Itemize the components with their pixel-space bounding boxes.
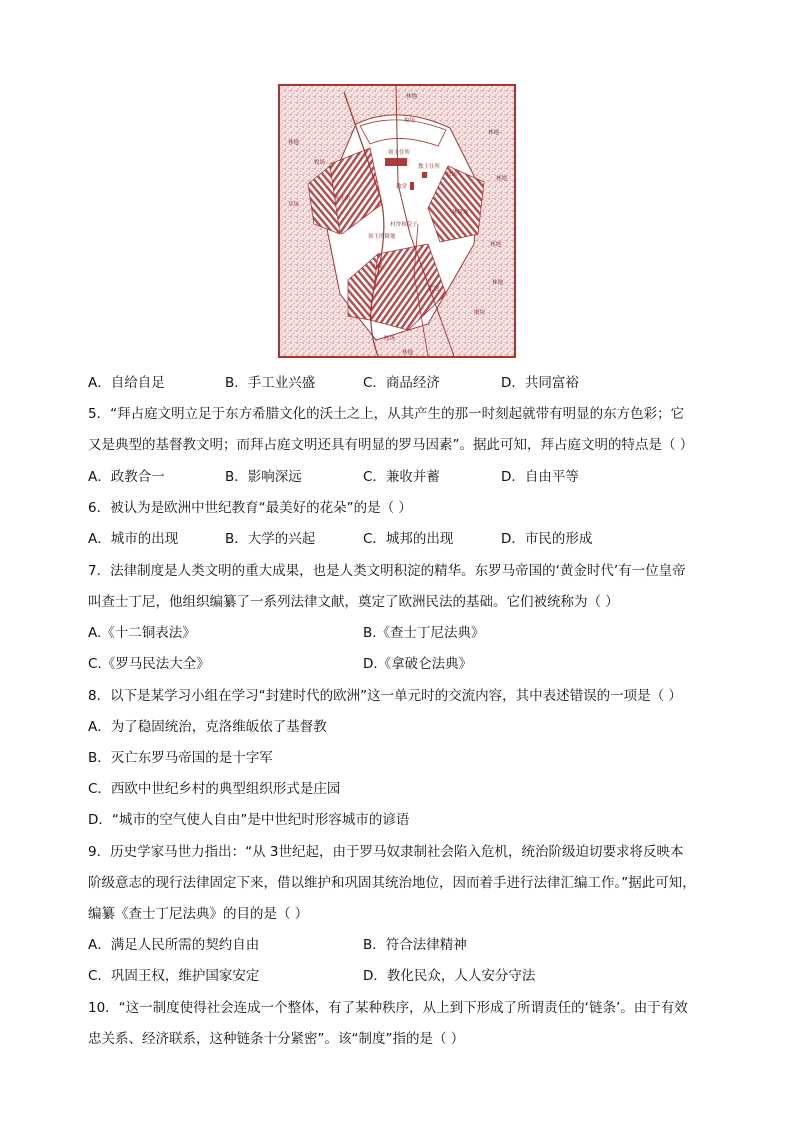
- q4-options: [88, 374, 708, 392]
- priest-house-building: [422, 172, 427, 178]
- q6-options: [88, 530, 708, 548]
- map-label-forest-bottom: 林地: [402, 350, 414, 356]
- map-label-manor-house: 领主住所: [388, 150, 411, 156]
- map-label-forest-right-top: 林地: [488, 130, 500, 136]
- map-label-stream: 小溪: [372, 264, 384, 270]
- q5-stem-line1: 5．“拜占庭文明立足于东方希腊文化的沃土之上，从其产生的那一时刻起就带有明显的东方色彩；它: [88, 406, 685, 422]
- manor-map: [278, 84, 516, 358]
- q8-option-d[interactable]: D．“城市的空气使人自由”是中世纪时形容城市的谚语: [88, 812, 410, 828]
- q9-option-b[interactable]: B．符合法律精神: [363, 937, 467, 953]
- q6-option-b[interactable]: B．大学的兴起: [225, 531, 316, 547]
- q5-options: [88, 468, 708, 486]
- q7-options-row2: [88, 655, 708, 673]
- map-label-forest-right-low: 林地: [492, 280, 504, 286]
- q5-option-d[interactable]: D．自由平等: [501, 469, 579, 485]
- q4-option-c[interactable]: C．商品经济: [363, 375, 440, 391]
- manor-house-building: [385, 158, 407, 166]
- q7-option-d[interactable]: D.《拿破仑法典》: [363, 656, 473, 672]
- q6-stem: 6．被认为是欧洲中世纪教育“最美好的花朵”的是（ ）: [88, 500, 412, 516]
- q7-option-a[interactable]: A.《十二铜表法》: [88, 625, 196, 641]
- map-label-fallow-left: 休耕地: [452, 210, 469, 216]
- q9-options-row2: [88, 967, 708, 985]
- q10-stem-line2: 忠关系、经济联系，这种链条十分紧密”。该“制度”指的是（ ）: [88, 1031, 465, 1047]
- q9-options-row1: [88, 936, 708, 954]
- q6-option-d[interactable]: D．市民的形成: [501, 531, 593, 547]
- church-building: [410, 182, 414, 190]
- q7-stem-line2: 叫查士丁尼，他组织编纂了一系列法律文献，奠定了欧洲民法的基础。它们被统称为（ ）: [88, 594, 619, 610]
- map-label-pasture-left: 牧场: [314, 160, 326, 166]
- map-label-forest-right: 林地: [496, 176, 508, 182]
- q5-option-c[interactable]: C．兼收并蓄: [363, 469, 440, 485]
- q4-option-a[interactable]: A．自给自足: [88, 375, 165, 391]
- q8-option-b[interactable]: B．灭亡东罗马帝国的是十字军: [88, 750, 273, 766]
- q9-stem-line3: 编纂《查士丁尼法典》的目的是（ ）: [88, 906, 309, 922]
- q8-stem: 8．以下是某学习小组在学习“封建时代的欧洲”这一单元时的交流内容，其中表述错误的一项是（ ）: [88, 688, 682, 704]
- map-label-church: 教堂: [396, 184, 408, 190]
- q8-option-a[interactable]: A．为了稳固统治，克洛维皈依了基督教: [88, 719, 327, 735]
- q4-option-b[interactable]: B．手工业兴盛: [225, 375, 316, 391]
- q7-option-c[interactable]: C.《罗马民法大全》: [88, 656, 210, 672]
- q6-option-a[interactable]: A．城市的出现: [88, 531, 179, 547]
- manor-map-figure: [278, 84, 516, 358]
- q7-option-b[interactable]: B.《查士丁尼法典》: [363, 625, 485, 641]
- q7-stem-line1: 7．法律制度是人类文明的重大成果，也是人类文明积淀的精华。东罗马帝国的‘黄金时代’有一位皇帝: [88, 563, 686, 579]
- map-label-forest-left: 林地: [288, 140, 300, 146]
- map-label-lord-fields: 领主的: [334, 196, 351, 202]
- q5-option-a[interactable]: A．政教合一: [88, 469, 165, 485]
- q5-option-b[interactable]: B．影响深远: [225, 469, 302, 485]
- map-label-lord-fields2: 领主的耕地: [368, 234, 396, 240]
- q9-option-d[interactable]: D．教化民众，人人安分守法: [363, 968, 536, 984]
- map-label-village: 村舍和院子: [390, 222, 418, 228]
- q7-options-row1: [88, 624, 708, 642]
- q10-stem-line1: 10．“这一制度使得社会连成一个整体，有了某种秩序，从上到下形成了所谓责任的‘链条’。由于有效: [88, 1000, 688, 1016]
- q9-option-c[interactable]: C．巩固王权，维护国家安定: [88, 968, 260, 984]
- map-label-priest-house: 教士住所: [418, 164, 441, 170]
- map-label-wasteland: 荒地: [428, 286, 440, 292]
- map-label-pasture-top: 牧场: [404, 118, 416, 124]
- q4-option-d[interactable]: D．共同富裕: [501, 375, 579, 391]
- map-label-meadow: 草场: [288, 202, 300, 208]
- map-label-forest-right-mid: 林地: [490, 242, 502, 248]
- q6-option-c[interactable]: C．城邦的出现: [363, 531, 454, 547]
- q5-stem-line2: 又是典型的基督教文明；而拜占庭文明还具有明显的罗马因素”。据此可知，拜占庭文明的特点是（ ）: [88, 437, 694, 453]
- map-label-pasture-right: 牧场: [446, 172, 458, 178]
- q9-stem-line1: 9．历史学家马世力指出：“从 3世纪起，由于罗马奴隶制社会陷入危机，统治阶级迫切要求将反映本: [88, 844, 684, 860]
- q9-stem-line2: 阶级意志的现行法律固定下来，借以维护和巩固其统治地位，因而着手进行法律汇编工作。”据此可知，: [88, 875, 696, 891]
- map-label-pasture-bottom: 牧场: [384, 336, 396, 342]
- map-label-mill: 磨坊: [474, 310, 486, 316]
- q9-option-a[interactable]: A．满足人民所需的契约自由: [88, 937, 260, 953]
- map-label-forest-top: 林地: [406, 94, 418, 100]
- q8-option-c[interactable]: C．西欧中世纪乡村的典型组织形式是庄园: [88, 781, 341, 797]
